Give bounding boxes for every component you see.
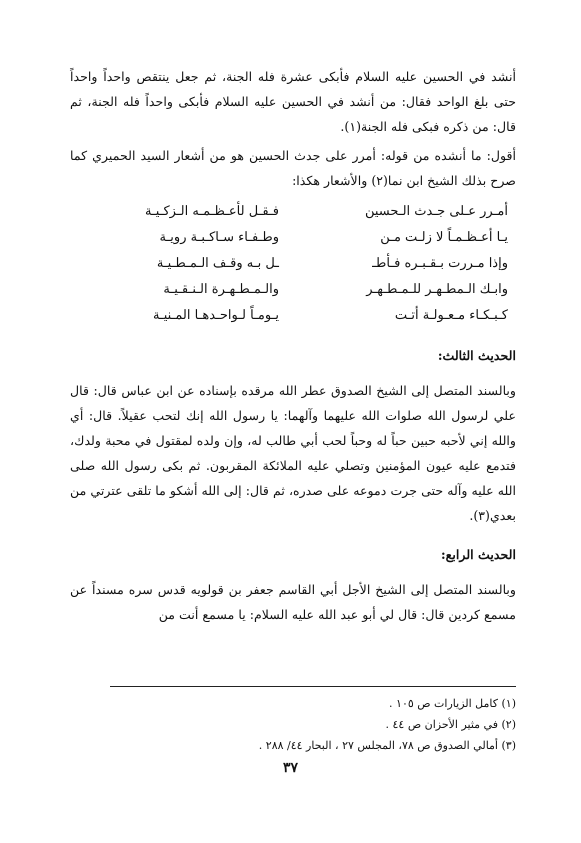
footnotes: [110, 686, 516, 756]
paragraph-4: وبالسند المتصل إلى الشيخ الأجل أبي القاسم جعفر بن قولويه قدس سره مسنداً عن مسمع كردين قال: قال لي أبو عبد الله عليه السلام: يا مسمع أنت من: [70, 582, 516, 622]
poem: [78, 199, 508, 329]
footnote-2: (٢) في مثير الأحزان ص ٤٤ .: [385, 718, 516, 731]
poem-verse-4-first-half: وابـك الـمطـهـر للـمـطـهـر: [366, 282, 508, 297]
page-body: [70, 64, 516, 627]
paragraph-1: أنشد في الحسين عليه السلام فأبكى عشرة فله الجنة، ثم جعل ينتقص واحداً واحداً حتى بلغ الواحد فقال: من أنشد في الحسين عليه السلام فأبكى واحداً فله الجنة، ثم قال: من ذكره فبكى فله الجنة(١).: [70, 69, 516, 134]
poem-verse-5-first-half: كـبـكـاء مـعـولـة أتـت: [394, 308, 508, 323]
poem-verse-1-second-half: فـقـل لأعـظـمـه الـزكـيـة: [144, 204, 279, 219]
page-number: ٣٧: [282, 760, 299, 776]
poem-verse-5-second-half: يـومـاً لـواحـدهـا المـنيـة: [152, 308, 279, 323]
paragraph-2: أقول: ما أنشده من قوله: أمرر على جدث الحسين هو من أشعار السيد الحميري كما صرح بذلك الشيخ ابن نما(٢) والأشعار هكذا:: [70, 148, 516, 188]
poem-verse-2-first-half: يـا أعـظـمـاً لا زلـت مـن: [380, 230, 508, 245]
footnote-1: (١) كامل الزيارات ص ١٠٥ .: [389, 697, 516, 710]
footnote-3: (٣) أمالي الصدوق ص ٧٨، المجلس ٢٧ ، البحار ٤٤/ ٢٨٨ .: [258, 739, 516, 752]
poem-verse-3-second-half: ـل بـه وقـف الـمـطـيـة: [156, 256, 279, 271]
poem-verse-4-second-half: والـمـطـهـرة الـنـقـيـة: [163, 282, 279, 297]
poem-verse-2-second-half: وطـفـاء سـاكـبـة رويـة: [159, 230, 279, 245]
section-heading-hadith-3: الحديث الثالث:: [437, 348, 516, 363]
poem-verse-3-first-half: وإذا مـررت بـقـبـره فـأطـ: [372, 256, 508, 271]
paragraph-3: وبالسند المتصل إلى الشيخ الصدوق عطر الله مرقده بإسناده عن ابن عباس قال: قال علي لرسول الله صلوات الله عليهما وآلهما: يا رسول الله إنك لتحب عقيلاً. قال: أي والله إني لأحبه حبين حباً له وحباً لحب أبي طالب له، وإن ولده لمقتول في محبة ولدك، فتدمع عليه عيون المؤمنين وتصلي عليه الملائكة المقربون. ثم بكى رسول الله صلى الله عليه وآله حتى جرت دموعه على صدره، ثم قال: إلى الله أشكو ما تلقى عترتي من بعدي(٣).: [70, 383, 516, 523]
section-heading-hadith-4: الحديث الرابع:: [441, 547, 516, 562]
poem-verse-1-first-half: أمـرر عـلى جـدث الـحسين: [364, 204, 508, 219]
